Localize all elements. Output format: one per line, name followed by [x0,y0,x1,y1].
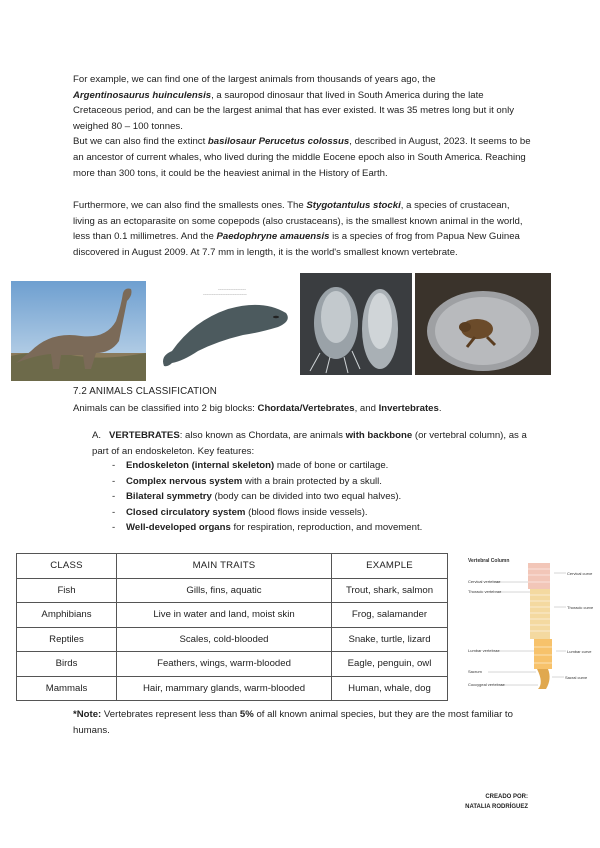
text: made of bone or cartilage. [274,460,389,471]
species-name: basilosaur Perucetus colossus [207,136,350,148]
svg-text:~~~~~~~~~~~~~~~~: ~~~~~~~~~~~~~~~~ [218,287,247,291]
paragraph-smallest-animals [73,198,533,260]
text: of all known animal species, but they are the most familiar to humans. [73,709,513,736]
credit-label: CREADO POR: [485,794,528,800]
table-cell: Amphibians [17,603,117,628]
diagram-label: Coccygeal vertebrae [468,682,505,687]
list-item [126,489,422,505]
text: Animals can be classified into 2 big blocks: [73,403,258,414]
text: Vertebrates represent less than [101,709,240,720]
author-credit [454,792,528,812]
list-item [126,520,422,536]
table-cell: Gills, fins, aquatic [117,578,332,603]
text: Endoskeleton (internal skeleton) [126,460,275,471]
vertebrate-classes-table [16,553,448,701]
diagram-label: Cervical curve [567,571,593,576]
table-cell: Reptiles [17,627,117,652]
diagram-label: Cervical vertebrae [468,579,501,584]
list-item [126,505,422,521]
diagram-label: Lumbar curve [567,649,592,654]
text: *Note: [73,709,102,720]
text: Complex nervous system [126,475,243,487]
text: , and [354,403,379,414]
text: for respiration, reproduction, and movement. [230,522,423,533]
table-cell: Human, whale, dog [332,676,448,701]
text: , a species of crustacean, living as an ectoparasite on some copepods (also crustaceans), is the smallest known animal in the world, less than 0.1 millimetres. And the [73,200,523,243]
text: Invertebrates [378,403,439,414]
frog-on-coin-image [415,273,551,375]
text: , a sauropod dinosaur that lived in South America during the late Cretaceous period, and can be the largest animal that has ever existed. It was 35 metres long but it only weighed 80 – 100 tonnes. [73,89,515,132]
text: : also known as Chordata, are animals [179,430,346,441]
text: For example, we can find one of the largest animals from thousands of years ago, the [73,74,436,85]
table-cell: Feathers, wings, warm-blooded [117,652,332,677]
table-cell: Eagle, penguin, owl [332,652,448,677]
vertebral-column-diagram [464,555,600,693]
section-intro [73,403,442,414]
table-row [17,676,448,701]
diagram-label: Thoracic vertebrae [468,589,502,594]
text: (or vertebral column), as a part of an endoskeleton. Key features: [92,430,527,457]
text: Bilateral symmetry [126,491,212,502]
table-cell: Fish [17,578,117,603]
text: (body can be divided into two equal halves). [211,491,402,502]
list-item [126,458,422,474]
text: Furthermore, we can also find the smallests ones. The [73,200,307,211]
table-row [17,603,448,628]
copepod-microscope-image [300,273,412,375]
table-cell: Live in water and land, moist skin [117,603,332,628]
text: VERTEBRATES [109,430,180,441]
diagram-title: Vertebral Column [468,558,510,564]
table-cell: Trout, shark, salmon [332,578,448,603]
text: with backbone [345,430,413,441]
text: , described in August, 2023. It seems to be an ancestor of current whales, who lived during the middle Eocene epoch also in South America. Reaching more than 300 tons, it could be the heaviest animal in the History of Earth. [73,136,531,179]
table-header-row [17,554,448,579]
paragraph-largest-animals [73,72,533,181]
diagram-label: Sacrum [468,669,482,674]
vertebrates-note [73,707,523,739]
vertebrates-description [92,428,532,459]
table-cell: Snake, turtle, lizard [332,627,448,652]
list-marker: A. [92,430,102,441]
text: is a species of frog from Papua New Guinea discovered in August 2009. At 7.7 mm in length, it is the world's smallest known vertebrate. [73,231,520,258]
text: But we can also find the extinct [73,136,208,148]
text: with a brain protected by a skull. [242,475,382,487]
species-name: Paedophryne amauensis [216,231,330,243]
section-title: 7.2 ANIMALS CLASSIFICATION [73,386,217,397]
table-row [17,578,448,603]
table-row [17,627,448,652]
table-cell: Scales, cold-blooded [117,627,332,652]
table-row [17,652,448,677]
text: 5% [239,709,254,720]
table-cell: Mammals [17,676,117,701]
text: . [438,403,442,414]
text: (blood flows inside vessels). [245,506,368,518]
text: Closed circulatory system [126,506,246,518]
table-header: MAIN TRAITS [117,554,332,579]
diagram-label: Lumbar vertebrae [468,648,500,653]
diagram-label: Thoracic curve [567,605,594,610]
table-cell: Frog, salamander [332,603,448,628]
list-item [126,474,422,490]
table-header: CLASS [17,554,117,579]
text: Well-developed organs [126,522,231,533]
table-cell: Hair, mammary glands, warm-blooded [117,676,332,701]
text: Chordata/Vertebrates [257,403,355,414]
svg-text:~~~~~~~~~~~~~~~~~~~~~~~~~: ~~~~~~~~~~~~~~~~~~~~~~~~~ [203,292,247,296]
dinosaur-image [11,281,146,381]
table-header: EXAMPLE [332,554,448,579]
diagram-label: Sacral curve [565,675,588,680]
table-cell: Birds [17,652,117,677]
species-name: Stygotantulus stocki [306,200,401,211]
species-name: Argentinosaurus huinculensis [73,89,212,101]
author-name: NATALIA RODRÍGUEZ [465,804,528,810]
vertebrate-features-list [126,458,422,536]
basilosaur-image [158,281,295,376]
